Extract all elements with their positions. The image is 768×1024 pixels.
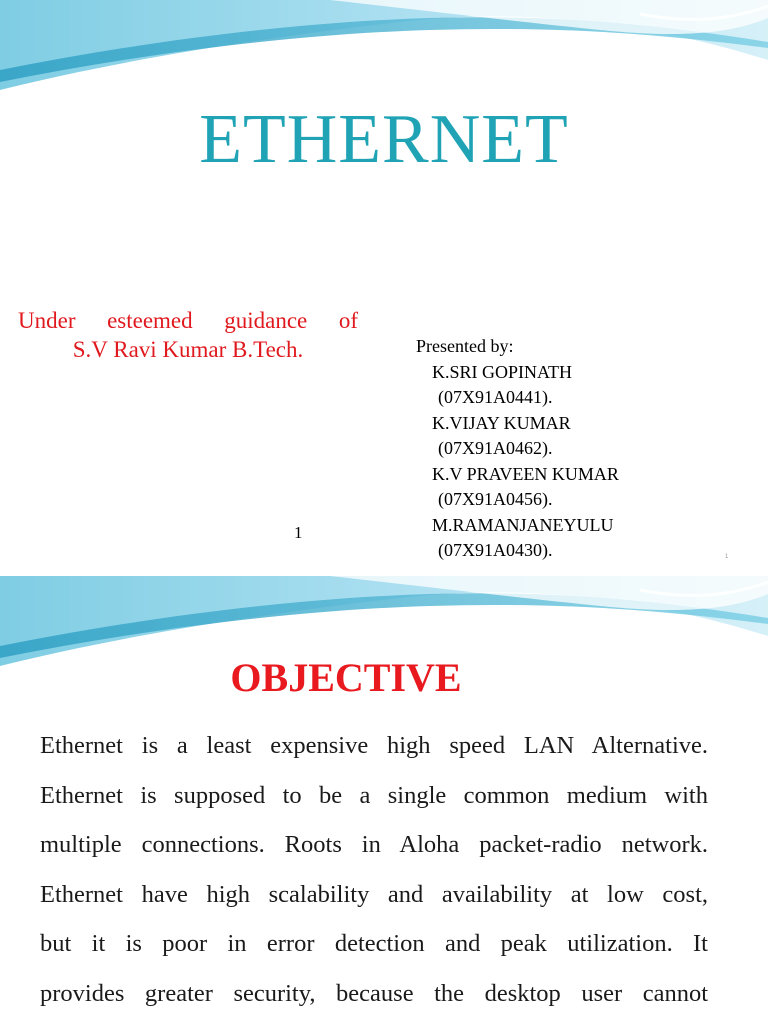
guidance-line: S.V Ravi Kumar B.Tech. — [72, 337, 304, 362]
wave-banner — [0, 576, 768, 666]
student-roll: (07X91A0430). — [438, 540, 553, 560]
presented-by-label: Presented by: — [416, 336, 514, 356]
student-name: K.V PRAVEEN KUMAR — [432, 463, 619, 484]
student-roll: (07X91A0456). — [438, 489, 553, 509]
body-line: Ethernet is supposed to be a single common medium with — [40, 781, 708, 809]
slide-objective — [0, 576, 768, 1024]
student-name: M.RAMANJANEYULU — [432, 514, 614, 535]
student-roll: (07X91A0441). — [438, 387, 553, 407]
slide-title-text: ETHERNET — [199, 101, 569, 178]
page-number: 1 — [294, 523, 303, 542]
objective-body — [40, 721, 708, 1018]
body-line: provides greater security, because the desktop user cannot — [40, 979, 708, 1007]
objective-heading: OBJECTIVE — [230, 655, 462, 700]
presenters-list — [416, 334, 619, 564]
slide-number: 1 — [725, 554, 729, 560]
body-line: Ethernet is a least expensive high speed LAN Alternative. — [40, 732, 708, 759]
wave-banner — [0, 0, 768, 90]
body-line: Ethernet have high scalability and availability at low cost, — [40, 880, 708, 908]
student-name: K.VIJAY KUMAR — [432, 412, 571, 433]
guidance-text — [18, 306, 358, 364]
body-line: but it is poor in error detection and peak utilization. It — [40, 930, 708, 957]
body-line: multiple connections. Roots in Aloha packet-radio network. — [40, 831, 708, 858]
guidance-line: Under esteemed guidance of — [18, 308, 358, 333]
student-name: K.SRI GOPINATH — [432, 361, 573, 382]
student-roll: (07X91A0462). — [438, 438, 553, 458]
